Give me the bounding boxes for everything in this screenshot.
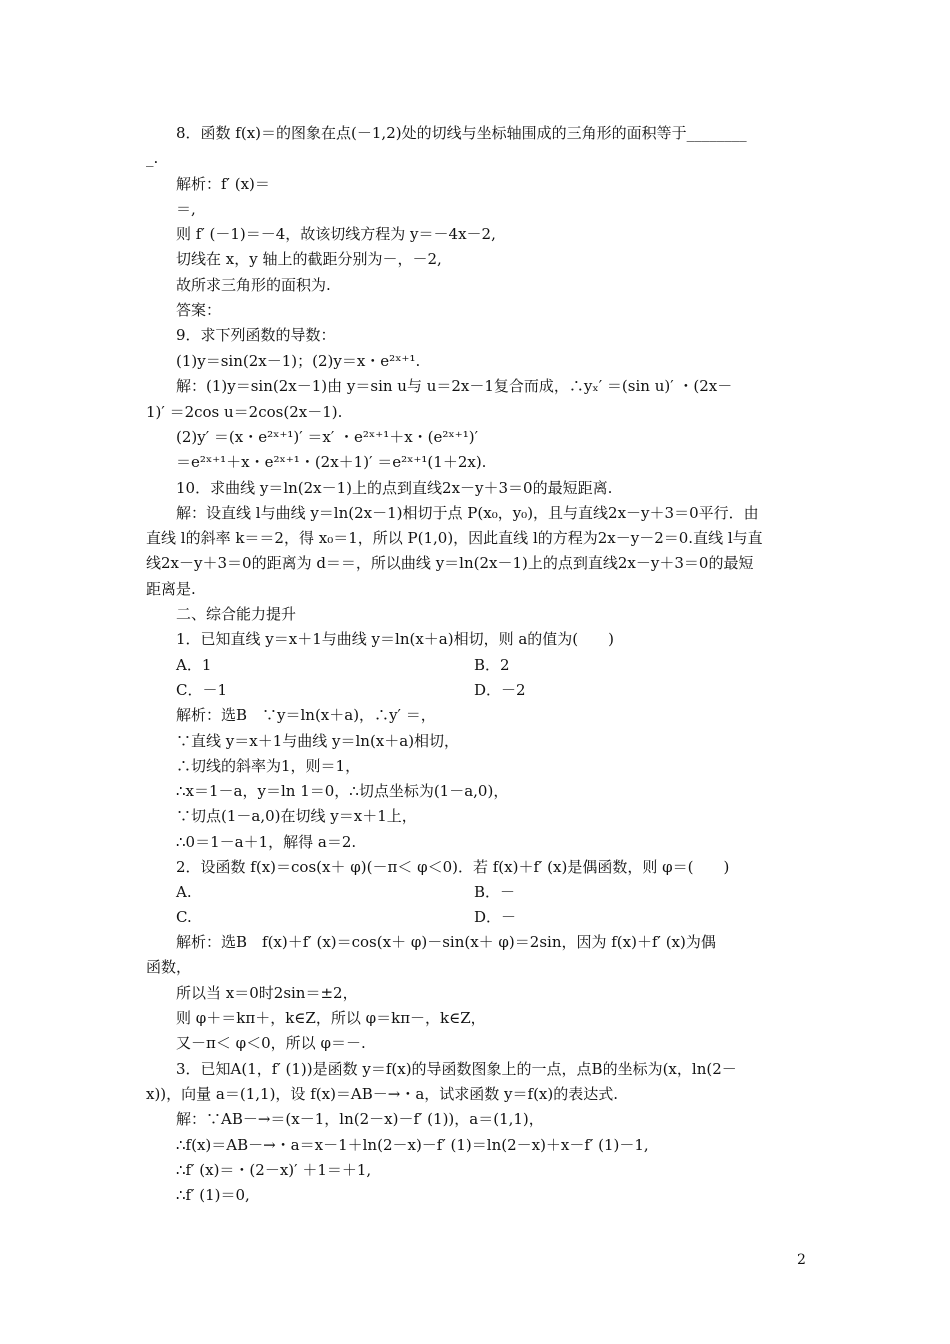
answer-label: 答案： xyxy=(176,301,222,319)
solution-text: ＝e²ˣ⁺¹＋x・e²ˣ⁺¹・(2x＋1)′ ＝e²ˣ⁺¹(1＋2x). xyxy=(176,453,487,471)
question-text: (1)y＝sin(2x－1)；(2)y＝x・e²ˣ⁺¹. xyxy=(176,352,421,370)
option-a: A．1 xyxy=(176,656,212,674)
solution-text: (2)y′ ＝(x・e²ˣ⁺¹)′ ＝x′ ・e²ˣ⁺¹＋x・(e²ˣ⁺¹)′ xyxy=(176,428,478,446)
option-d: D．－ xyxy=(474,908,517,926)
question-1: 1．已知直线 y＝x＋1与曲线 y＝ln(x＋a)相切，则 a的值为( ) xyxy=(176,630,615,648)
question-2: 2．设函数 f(x)＝cos(x＋ φ)(－π＜ φ＜0)．若 f(x)＋f′ (x)是偶函数，则 φ＝( ) xyxy=(176,858,730,876)
solution-text: 距离是. xyxy=(146,580,196,598)
solution-text: 解：∵AB－→＝(x－1，ln(2－x)－f′ (1))，a＝(1,1)， xyxy=(176,1110,544,1128)
question-9: 9．求下列函数的导数： xyxy=(176,326,336,344)
solution-text: ∴f(x)＝AB－→・a＝x－1＋ln(2－x)－f′ (1)＝ln(2－x)＋x－f′ (1)－1, xyxy=(176,1136,649,1154)
solution-text: ∴f′ (1)＝0, xyxy=(176,1186,250,1204)
question-8-line-1: 8．函数 f(x)＝的图象在点(－1,2)处的切线与坐标轴围成的三角形的面积等于________ xyxy=(176,124,747,142)
option-d: D．－2 xyxy=(474,681,526,699)
solution-text: ∴f′ (x)＝・(2－x)′ ＋1＝＋1, xyxy=(176,1161,372,1179)
solution-text: 则 f′ (－1)＝－4，故该切线方程为 y＝－4x－2, xyxy=(176,225,496,243)
option-b: B．－ xyxy=(474,883,516,901)
question-3: 3．已知A(1，f′ (1))是函数 y＝f(x)的导函数图象上的一点，点B的坐标为(x，ln(2－ xyxy=(176,1060,737,1078)
solution-text: 解：设直线 l与曲线 y＝ln(2x－1)相切于点 P(x₀，y₀)，且与直线2x－y＋3＝0平行．由 xyxy=(176,504,759,522)
solution-text: ＝, xyxy=(176,200,196,218)
solution-text: 解：(1)y＝sin(2x－1)由 y＝sin u与 u＝2x－1复合而成，∴yₓ′ ＝(sin u)′ ・(2x－ xyxy=(176,377,733,395)
question-10: 10．求曲线 y＝ln(2x－1)上的点到直线2x－y＋3＝0的最短距离. xyxy=(176,479,613,497)
solution-text: ∵切点(1－a,0)在切线 y＝x＋1上， xyxy=(176,807,417,825)
solution-text: 解析：f′ (x)＝ xyxy=(176,175,270,193)
section-heading: 二、综合能力提升 xyxy=(176,605,297,623)
solution-text: 故所求三角形的面积为. xyxy=(176,276,331,294)
question-8-line-2: _. xyxy=(146,149,159,167)
option-b: B．2 xyxy=(474,656,510,674)
solution-text: 直线 l的斜率 k＝＝2，得 x₀＝1，所以 P(1,0)，因此直线 l的方程为2x－y－2＝0.直线 l与直 xyxy=(146,529,763,547)
solution-text: 则 φ＋＝kπ＋，k∈Z，所以 φ＝kπ－，k∈Z， xyxy=(176,1009,486,1027)
option-a: A. xyxy=(176,883,192,901)
question-text: x))，向量 a＝(1,1)，设 f(x)＝AB－→・a，试求函数 y＝f(x)的表达式. xyxy=(146,1085,619,1103)
solution-text: 函数， xyxy=(146,958,192,976)
solution-text: ∴x＝1－a，y＝ln 1＝0，∴切点坐标为(1－a,0)， xyxy=(176,782,509,800)
option-c: C. xyxy=(176,908,192,926)
solution-text: 所以当 x＝0时2sin＝±2， xyxy=(176,984,358,1002)
solution-text: 解析：选B f(x)＋f′ (x)＝cos(x＋ φ)－sin(x＋ φ)＝2sin，因为 f(x)＋f′ (x)为偶 xyxy=(176,933,716,951)
solution-text: ∴0＝1－a＋1，解得 a＝2. xyxy=(176,833,357,851)
option-c: C．－1 xyxy=(176,681,228,699)
solution-text: ∵直线 y＝x＋1与曲线 y＝ln(x＋a)相切， xyxy=(176,732,460,750)
solution-text: 1)′ ＝2cos u＝2cos(2x－1). xyxy=(146,403,343,421)
solution-text: 解析：选B ∵y＝ln(x＋a)，∴y′ ＝， xyxy=(176,706,436,724)
solution-text: 切线在 x，y 轴上的截距分别为－，－2, xyxy=(176,250,442,268)
solution-text: 又－π＜ φ＜0，所以 φ＝－. xyxy=(176,1034,366,1052)
page-number: 2 xyxy=(797,1252,806,1268)
solution-text: ∴切线的斜率为1，则＝1， xyxy=(176,757,361,775)
solution-text: 线2x－y＋3＝0的距离为 d＝＝，所以曲线 y＝ln(2x－1)上的点到直线2x－y＋3＝0的最短 xyxy=(146,554,754,572)
